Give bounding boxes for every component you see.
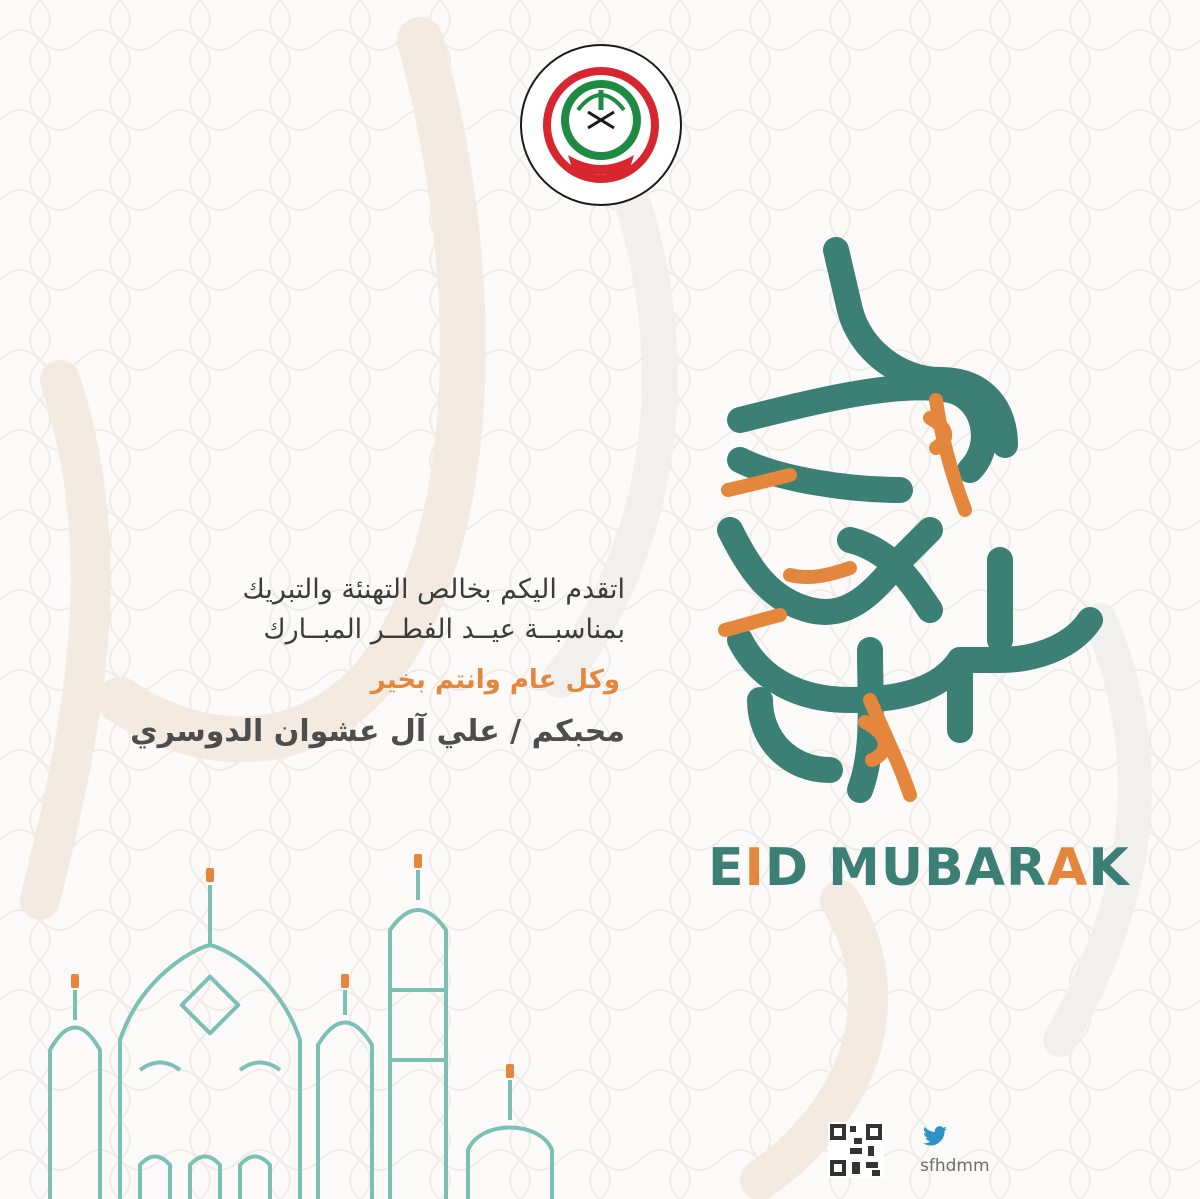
greeting-message bbox=[60, 570, 625, 754]
footer bbox=[828, 1122, 988, 1184]
eid-mubarak-heading bbox=[708, 838, 1130, 898]
twitter-icon[interactable] bbox=[923, 1126, 947, 1146]
eid-mubarak-part-4: A bbox=[1047, 838, 1089, 898]
eid-mubarak-part-2: I bbox=[744, 838, 765, 898]
eid-mubarak-calligraphy bbox=[700, 230, 1120, 820]
eid-mubarak-part-5: K bbox=[1088, 838, 1130, 898]
mosque-illustration bbox=[0, 850, 560, 1199]
eid-mubarak-part-3: D MUBAR bbox=[764, 838, 1048, 898]
social-handle[interactable]: sfhdmm bbox=[920, 1156, 990, 1176]
greeting-wish: وكل عام وانتم بخير bbox=[370, 665, 620, 695]
qr-code-icon bbox=[828, 1122, 884, 1178]
hospital-logo bbox=[516, 40, 686, 210]
greeting-line-2: بمناسبــة عيــد الفطــر المبــارك bbox=[263, 614, 625, 645]
greeting-signature: محبكم / علي آل عشوان الدوسري bbox=[130, 714, 625, 749]
greeting-line-1: اتقدم اليكم بخالص التهنئة والتبريك bbox=[242, 574, 625, 605]
eid-mubarak-part-1: E bbox=[708, 838, 745, 898]
